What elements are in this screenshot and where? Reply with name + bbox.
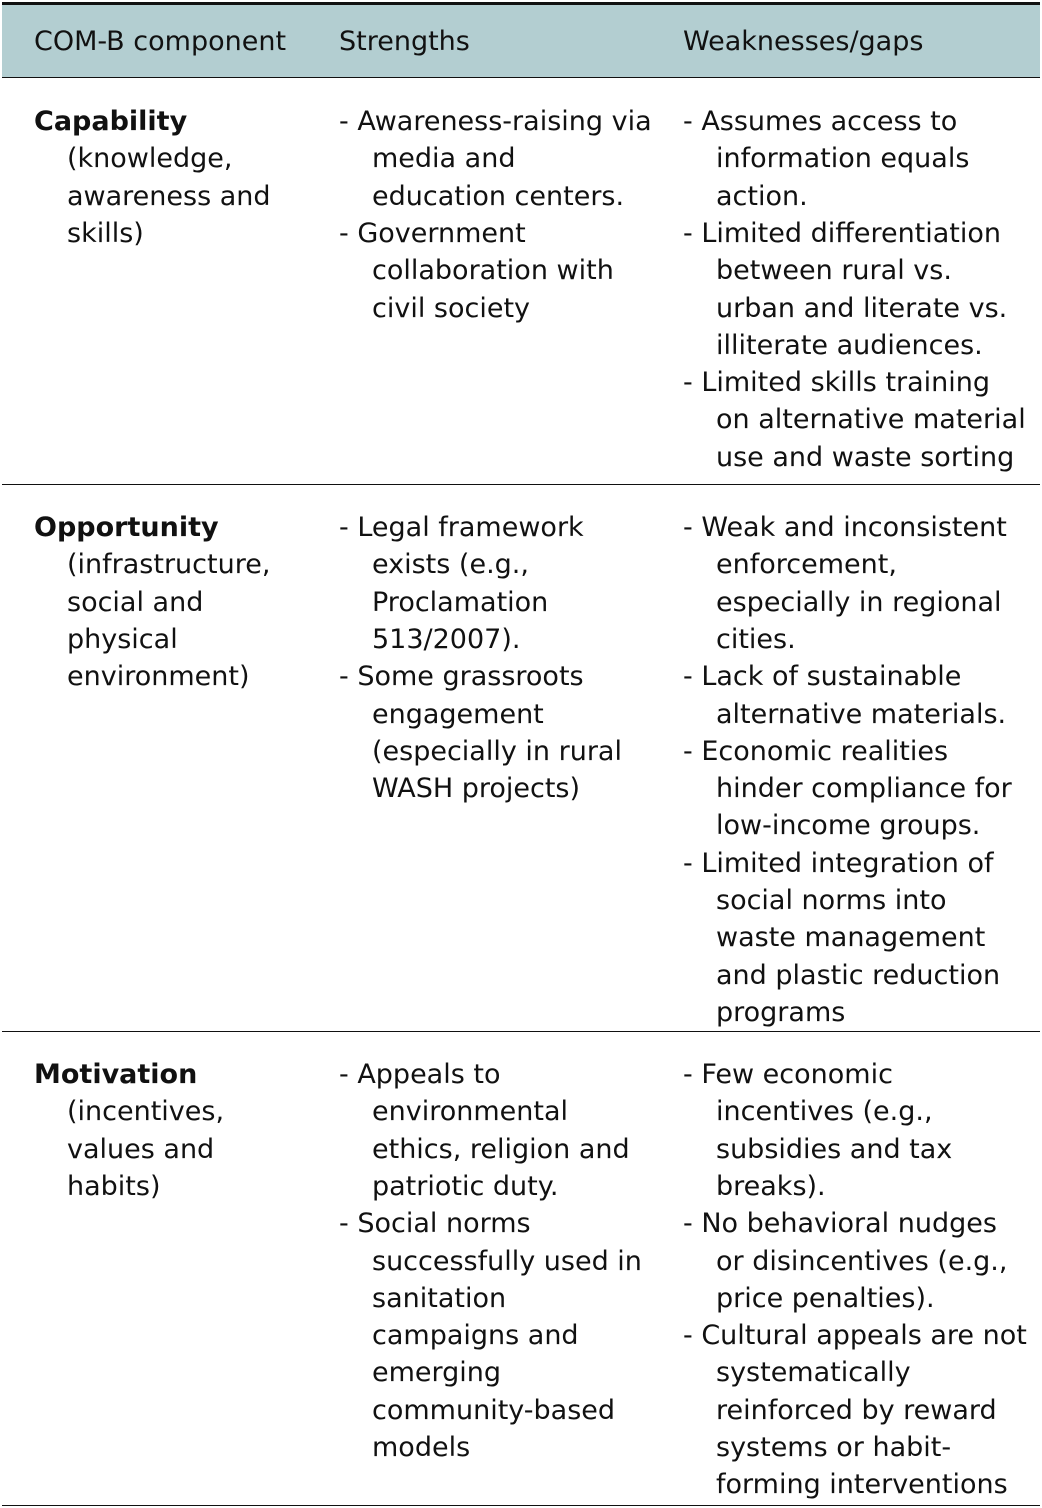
weakness-line: - Lack of sustainable [683,661,962,693]
row-motivation [2,1031,1040,1506]
weakness-line: - Economic realities [683,735,949,767]
weakness-line: - Limited integration of [683,847,994,879]
weakness-line: - Weak and inconsistent [683,512,1007,543]
component-description-line: (incentives, [67,1096,225,1128]
strength-line: - Legal framework [339,512,584,543]
weakness-line: - Few economic [683,1059,893,1090]
strength-line: - Awareness-raising via [339,106,652,137]
weakness-line: - Cultural appeals are not [683,1320,1027,1352]
strength-line: media and [372,143,516,175]
component-description-line: skills) [67,217,144,249]
component-name: Motivation [34,1059,198,1090]
weakness-line: - Assumes access to [683,106,958,137]
weakness-line: illiterate audiences. [716,329,983,361]
weakness-line: subsidies and tax [716,1133,953,1165]
weakness-line: - Limited differentiation [683,217,1002,249]
weakness-line: cities. [716,623,796,655]
header-component: COM-B component [34,26,287,57]
weakness-line: waste management [716,922,986,954]
weakness-line: breaks). [716,1170,826,1202]
strength-line: education centers. [372,180,625,212]
component-description-line: social and [67,586,204,618]
weakness-line: on alternative material [716,404,1026,436]
strength-line: (especially in rural [372,735,622,767]
strength-line: sanitation [372,1282,507,1314]
weakness-line: reinforced by reward [716,1394,997,1426]
component-description-line: values and [67,1133,215,1165]
strength-line: exists (e.g., [372,549,529,581]
row-capability [2,78,1040,485]
weakness-line: and plastic reduction [716,959,1001,991]
component-name: Opportunity [34,512,219,543]
strength-line: - Government [339,217,526,249]
strength-line: WASH projects) [372,773,581,805]
strength-line: campaigns and [372,1320,579,1352]
strength-line: - Social norms [339,1208,531,1240]
weakness-line: low-income groups. [716,810,981,842]
component-name: Capability [34,106,188,137]
weakness-line: systems or habit- [716,1432,952,1463]
weakness-line: urban and literate vs. [716,292,1008,324]
strength-line: successfully used in [372,1245,642,1277]
component-description-line: (knowledge, [67,143,233,175]
strength-line: models [372,1432,471,1463]
strength-line: Proclamation [372,586,549,618]
weakness-line: or disincentives (e.g., [716,1245,1008,1277]
strength-line: emerging [372,1357,502,1389]
weakness-line: action. [716,180,808,212]
strength-line: - Appeals to [339,1059,501,1090]
strength-line: patriotic duty. [372,1170,559,1202]
table-header [2,5,1040,78]
strength-line: ethics, religion and [372,1133,630,1165]
strength-line: environmental [372,1096,569,1128]
row-opportunity [2,484,1040,1032]
weakness-line: hinder compliance for [716,773,1012,805]
header-strengths: Strengths [339,26,470,57]
component-description-line: habits) [67,1170,161,1202]
strength-line: collaboration with [372,255,614,287]
weakness-line: incentives (e.g., [716,1096,933,1128]
weakness-line: forming interventions [716,1469,1008,1501]
component-description-line: environment) [67,661,250,693]
strength-line: - Some grassroots [339,661,584,693]
weakness-line: alternative materials. [716,698,1007,730]
weakness-line: social norms into [716,885,947,916]
weakness-line: - Limited skills training [683,367,991,399]
weakness-line: especially in regional [716,586,1002,618]
header-weaknesses: Weaknesses/gaps [683,26,924,57]
strength-line: civil society [372,292,531,324]
weakness-line: between rural vs. [716,255,952,287]
component-description-line: physical [67,623,178,655]
weakness-line: programs [716,996,846,1028]
strength-line: engagement [372,698,544,730]
weakness-line: information equals [716,143,970,175]
weakness-line: enforcement, [716,549,897,581]
weakness-line: systematically [716,1357,911,1389]
weakness-line: use and waste sorting [716,441,1015,473]
weakness-line: - No behavioral nudges [683,1208,997,1240]
component-description-line: (infrastructure, [67,549,271,581]
strength-line: 513/2007). [372,623,521,655]
weakness-line: price penalties). [716,1282,935,1314]
strength-line: community-based [372,1394,616,1426]
component-description-line: awareness and [67,180,271,212]
